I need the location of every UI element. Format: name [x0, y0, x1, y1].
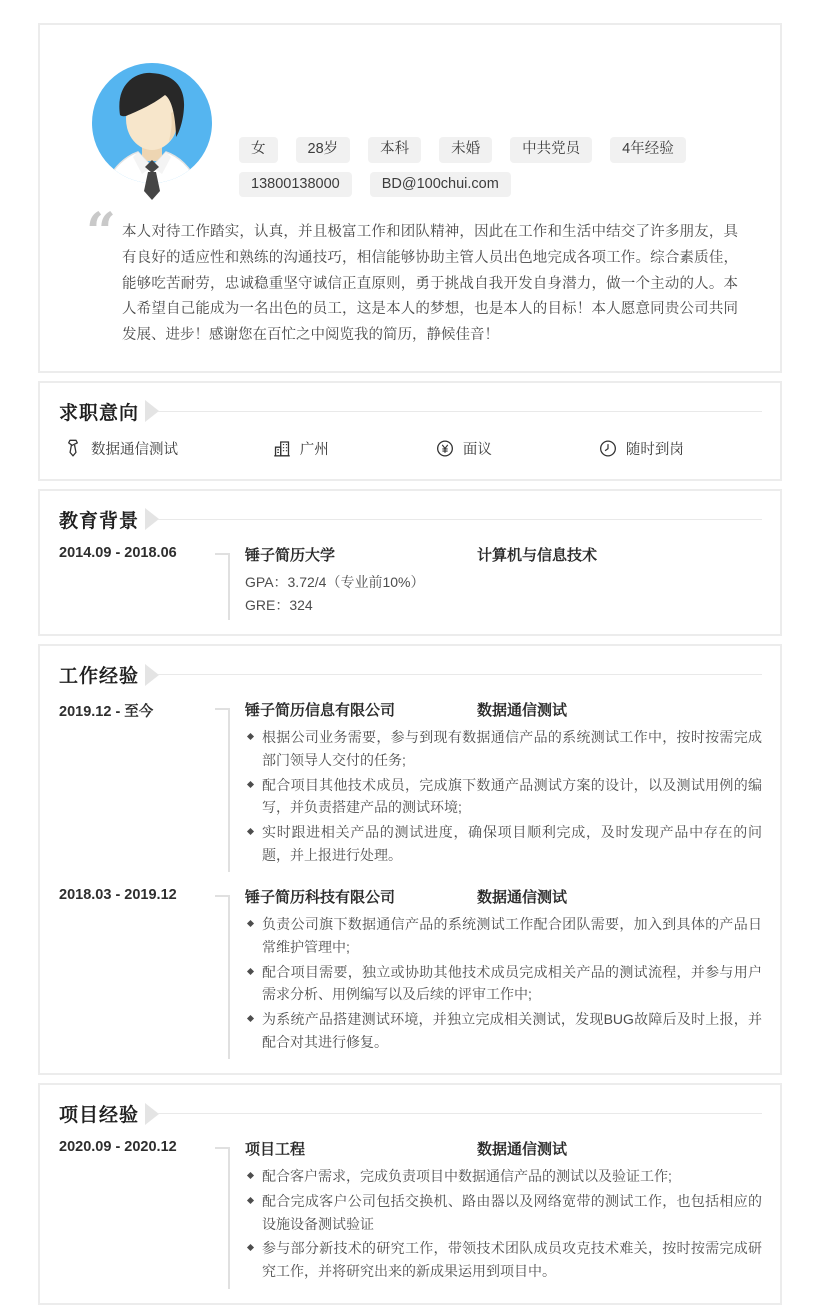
work-entry: [59, 699, 762, 868]
section-title: 工作经验: [59, 666, 140, 688]
bullet-item: 配合完成客户公司包括交换机、路由器以及网络宽带的测试工作，也包括相应的设施设备测试验证: [245, 1190, 762, 1235]
tag-political: 中共党员: [510, 137, 592, 163]
arrow-right-icon: [145, 664, 159, 686]
timeline: [199, 886, 237, 1055]
section-job-intention: [38, 381, 782, 481]
entry-body: [237, 1138, 762, 1284]
header-rule: [158, 1113, 762, 1114]
quote-icon: “: [86, 202, 116, 263]
project-entry: [59, 1138, 762, 1284]
timeline: [199, 544, 237, 616]
section-title: 项目经验: [59, 1105, 140, 1127]
bullet-item: 为系统产品搭建测试环境，并独立完成相关测试，发现BUG故障后及时上报，并配合对其进行修复。: [245, 1008, 762, 1053]
project-role: 数据通信测试: [477, 1141, 568, 1159]
intent-availability: [599, 438, 762, 459]
tag-age: 28岁: [296, 137, 351, 163]
section-header: [59, 661, 762, 688]
tie-icon: [64, 439, 82, 458]
bullet-list: [245, 913, 762, 1053]
arrow-right-icon: [145, 1103, 159, 1125]
entry-period: 2020.09 - 2020.12: [59, 1139, 177, 1156]
section-title: 求职意向: [59, 402, 140, 424]
building-icon: [273, 439, 291, 458]
avatar: [87, 61, 217, 203]
job-title: 数据通信测试: [477, 889, 568, 907]
project-name: 项目工程: [245, 1141, 306, 1159]
section-header: [59, 1100, 762, 1127]
bullet-list: [245, 726, 762, 866]
tag-marital: 未婚: [439, 137, 492, 163]
bullet-item: 参与部分新技术的研究工作，带领技术团队成员攻克技术难关，按时按需完成研究工作，并将研究出来的新成果运用到项目中。: [245, 1237, 762, 1282]
intent-salary-label: 面议: [462, 441, 492, 458]
section-title: 教育背景: [59, 510, 140, 532]
section-header: [59, 398, 762, 425]
tag-experience: 4年经验: [610, 137, 686, 163]
entry-period: 2014.09 - 2018.06: [59, 544, 177, 561]
work-entry: [59, 886, 762, 1055]
tag-gender: 女: [239, 137, 278, 163]
header-rule: [158, 519, 762, 520]
job-title: 数据通信测试: [477, 702, 568, 720]
company-name: 锤子简历信息有限公司: [245, 702, 396, 720]
entry-head: [245, 544, 762, 565]
contact-row: [239, 172, 686, 198]
intent-salary: [436, 438, 599, 459]
company-name: 锤子简历科技有限公司: [245, 889, 396, 907]
entry-period: 2018.03 - 2019.12: [59, 887, 177, 904]
phone-number: 13800138000: [239, 172, 352, 198]
tag-row: [239, 137, 686, 163]
profile-top: [60, 25, 760, 206]
tag-degree: 本科: [368, 137, 421, 163]
bullet-item: 根据公司业务需要，参与到现有数据通信产品的系统测试工作中，按时按需完成部门领导人交付的任务;: [245, 726, 762, 771]
gre-line: GRE：324: [245, 596, 313, 613]
bullet-item: 负责公司旗下数据通信产品的系统测试工作配合团队需要，加入到具体的产品日常维护管理中;: [245, 913, 762, 958]
entry-body: [237, 886, 762, 1055]
salary-icon: [436, 439, 454, 458]
bullet-item: 配合客户需求，完成负责项目中数据通信产品的测试以及验证工作;: [245, 1165, 762, 1188]
entry-body: [237, 699, 762, 868]
school-name: 锤子简历大学: [245, 546, 336, 564]
summary-text: 本人对待工作踏实，认真，并且极富工作和团队精神，因此在工作和生活中结交了许多朋友，具有良好的适应性和熟练的沟通技巧，相信能够协助主管人员出色地完成各项工作。综合素质佳，能够吃苦耐劳，忠诚稳重坚守诚信正直原则，勇于挑战自我开发自身潜力，做一个主动的人。本人希望自己能成为一名出色的员工，这是本人的梦想，也是本人的目标！本人愿意同贵公司共同发展、进步！感谢您在百忙之中阅览我的简历，静候佳音！: [122, 224, 738, 344]
section-education: [38, 489, 782, 636]
email-address: BD@100chui.com: [370, 172, 511, 198]
section-header: [59, 506, 762, 533]
entry-head: [245, 699, 762, 720]
gpa-line: GPA：3.72/4（专业前10%）: [245, 573, 425, 590]
intention-items: [59, 436, 762, 463]
section-project-experience: [38, 1083, 782, 1304]
entry-head: [245, 886, 762, 907]
bullet-item: 实时跟进相关产品的测试进度，确保项目顺利完成，及时发现产品中存在的问题，并上报进行处理。: [245, 821, 762, 866]
bullet-item: 配合项目需要，独立或协助其他技术成员完成相关产品的测试流程，并参与用户需求分析、用例编写以及后续的评审工作中;: [245, 961, 762, 1006]
profile-tags-block: [239, 137, 686, 206]
section-work-experience: [38, 644, 782, 1075]
intent-position-label: 数据通信测试: [91, 441, 178, 458]
bullet-list: [245, 1165, 762, 1282]
major-name: 计算机与信息技术: [477, 546, 598, 564]
entry-head: [245, 1138, 762, 1159]
education-entry: [59, 544, 762, 616]
header-rule: [158, 674, 762, 675]
entry-period: 2019.12 - 至今: [59, 704, 154, 721]
bullet-item: 配合项目其他技术成员，完成旗下数通产品测试方案的设计，以及测试用例的编写，并负责搭建产品的测试环境;: [245, 774, 762, 819]
entry-body: [237, 544, 762, 616]
intent-city: [273, 438, 436, 459]
timeline: [199, 1138, 237, 1284]
clock-icon: [599, 439, 617, 458]
arrow-right-icon: [145, 400, 159, 422]
intent-city-label: 广州: [299, 441, 329, 458]
arrow-right-icon: [145, 508, 159, 530]
self-summary: [60, 202, 760, 349]
timeline: [199, 699, 237, 868]
profile-card: [38, 23, 782, 373]
intent-position: [64, 438, 273, 459]
intent-availability-label: 随时到岗: [625, 441, 684, 458]
header-rule: [158, 411, 762, 412]
